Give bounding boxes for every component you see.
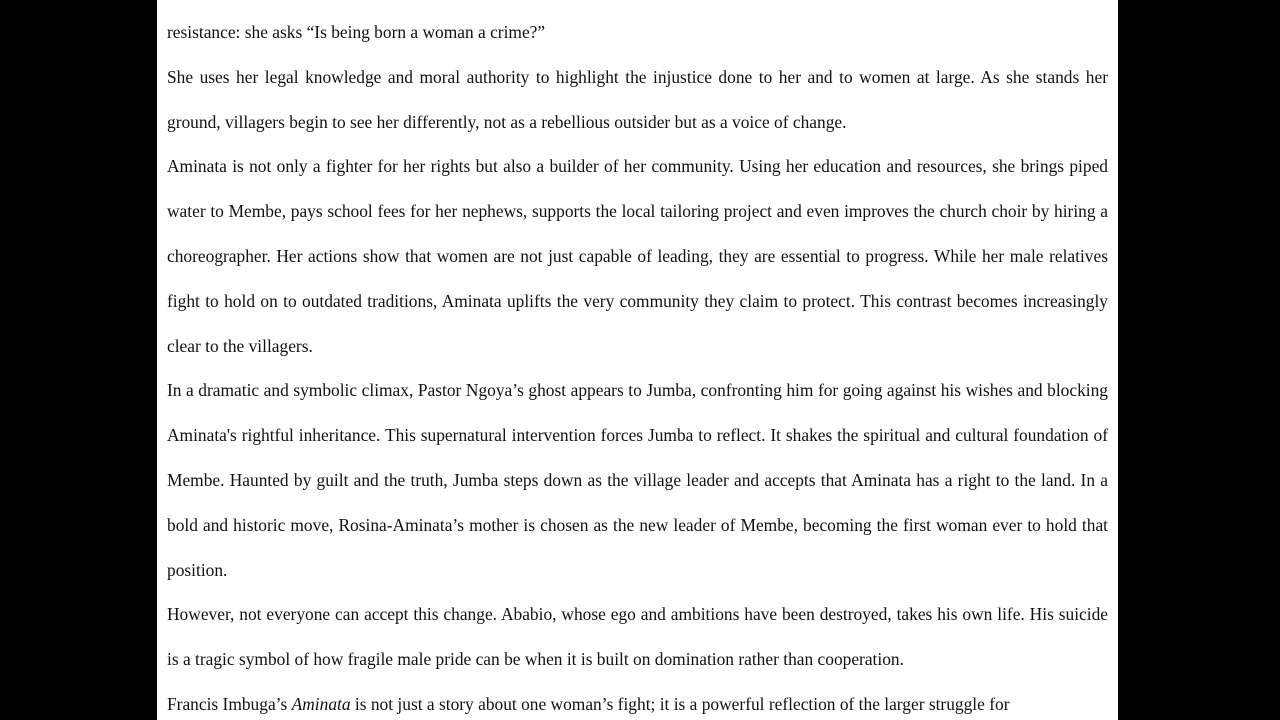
document-page <box>157 0 1118 720</box>
paragraph-6-prefix: Francis Imbuga’s <box>167 693 292 714</box>
paragraph-5: However, not everyone can accept this change. Ababio, whose ego and ambitions have been destroyed, takes his own life. His suicide is a tragic symbol of how fragile male pride can be when it is built on domination rather than cooperation. <box>167 604 1108 670</box>
document-body <box>167 10 1108 720</box>
book-title: Aminata <box>291 693 351 714</box>
paragraph-6-suffix: is not just a story about one woman’s fight; it is a powerful reflection of the larger struggle for <box>350 693 1010 714</box>
paragraph-6 <box>167 682 1108 720</box>
paragraph-3: Aminata is not only a fighter for her rights but also a builder of her community. Using her education and resources, she brings piped water to Membe, pays school fees for her nephews, supports the local tailoring project and even improves the church choir by hiring a choreographer. Her actions show that women are not just capable of leading, they are essential to progress. While her male relatives fight to hold on to outdated traditions, Aminata uplifts the very community they claim to protect. This contrast becomes increasingly clear to the villagers. <box>167 156 1108 356</box>
paragraph-1: resistance: she asks “Is being born a woman a crime?” <box>167 22 546 42</box>
paragraph-2: She uses her legal knowledge and moral authority to highlight the injustice done to her and to women at large. As she stands her ground, villagers begin to see her differently, not as a rebellious outsider but as a voice of change. <box>167 66 1108 132</box>
paragraph-4: In a dramatic and symbolic climax, Pastor Ngoya’s ghost appears to Jumba, confronting him for going against his wishes and blocking Aminata's rightful inheritance. This supernatural intervention forces Jumba to reflect. It shakes the spiritual and cultural foundation of Membe. Haunted by guilt and the truth, Jumba steps down as the village leader and accepts that Aminata has a right to the land. In a bold and historic move, Rosina-Aminata’s mother is chosen as the new leader of Membe, becoming the first woman ever to hold that position. <box>167 380 1108 580</box>
